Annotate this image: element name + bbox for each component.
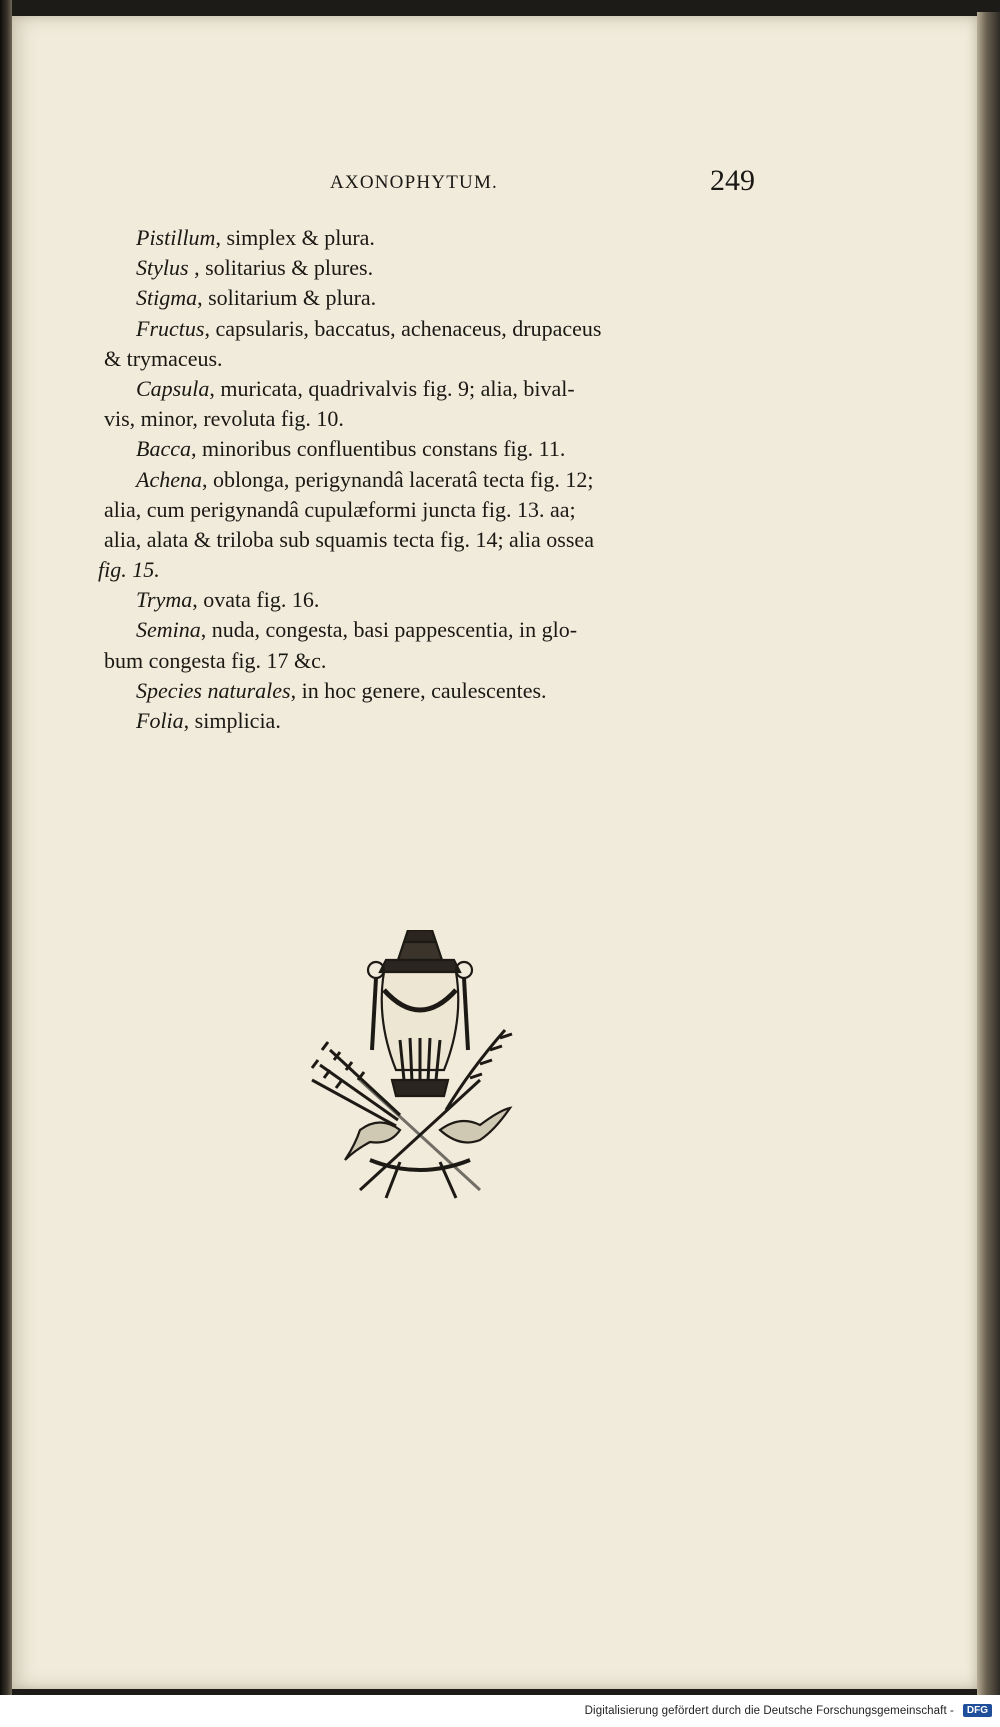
definition: , oblonga, perigynandâ laceratâ tecta fig. 12; — [201, 466, 594, 492]
term: Tryma — [136, 587, 193, 613]
definition: , simplicia. — [183, 708, 281, 733]
definition: , nuda, congesta, basi pappescentia, in glo- — [200, 617, 578, 643]
term: Folia — [136, 708, 184, 733]
running-head: AXONOPHYTUM. — [330, 172, 498, 193]
page-edge — [977, 12, 1000, 1695]
urn-with-doves-vignette-icon — [300, 930, 540, 1210]
continuation: & trymaceus. — [104, 345, 223, 371]
text-line — [104, 434, 750, 464]
text-line — [104, 374, 750, 404]
text-line — [104, 585, 750, 615]
text-line — [104, 283, 750, 313]
text-line — [104, 525, 750, 555]
continuation: alia, cum perigynandâ cupulæformi juncta fig. 13. aa; — [104, 496, 576, 522]
term: Bacca — [136, 436, 191, 462]
definition: , ovata fig. 16. — [192, 587, 320, 613]
text-line — [104, 706, 750, 736]
definition: , solitarius & plures. — [188, 255, 374, 281]
continuation: alia, alata & triloba sub squamis tecta fig. 14; alia ossea — [104, 526, 594, 552]
definition: , capsularis, baccatus, achenaceus, drupaceus — [204, 315, 602, 341]
continuation: vis, minor, revoluta fig. 10. — [104, 406, 344, 432]
funding-credit: Digitalisierung gefördert durch die Deutsche Forschungsgemeinschaft - — [584, 1705, 954, 1717]
definition: , in hoc genere, caulescentes. — [290, 677, 547, 703]
definition: , minoribus confluentibus constans fig. 11. — [190, 436, 566, 462]
continuation: bum congesta fig. 17 &c. — [104, 647, 327, 673]
text-line — [104, 223, 750, 253]
text-line — [104, 495, 750, 525]
text-line — [104, 465, 750, 495]
page-number: 249 — [710, 164, 755, 197]
text-line — [104, 344, 750, 374]
footer-bar — [0, 1695, 1000, 1727]
term: Fructus — [136, 315, 205, 341]
text-line — [98, 555, 750, 585]
term: Pistillum — [136, 225, 216, 250]
term: Semina — [136, 617, 201, 643]
term: Stylus — [136, 255, 189, 281]
dfg-logo: DFG — [963, 1704, 992, 1717]
term: Capsula — [136, 375, 210, 401]
term: Stigma — [136, 285, 198, 311]
body-text — [98, 223, 750, 736]
text-line — [104, 404, 750, 434]
book-spine-edge — [0, 0, 12, 1695]
term: Achena — [136, 466, 202, 492]
text-line — [104, 615, 750, 645]
definition: , solitarium & plura. — [197, 285, 377, 311]
definition: , muricata, quadrivalvis fig. 9; alia, bival- — [209, 375, 575, 401]
continuation: fig. 15. — [98, 557, 160, 583]
text-line — [104, 314, 750, 344]
definition: , simplex & plura. — [215, 225, 375, 250]
term: Species naturales — [136, 677, 291, 703]
text-line — [104, 253, 750, 283]
text-line — [104, 646, 750, 676]
text-line — [104, 676, 750, 706]
